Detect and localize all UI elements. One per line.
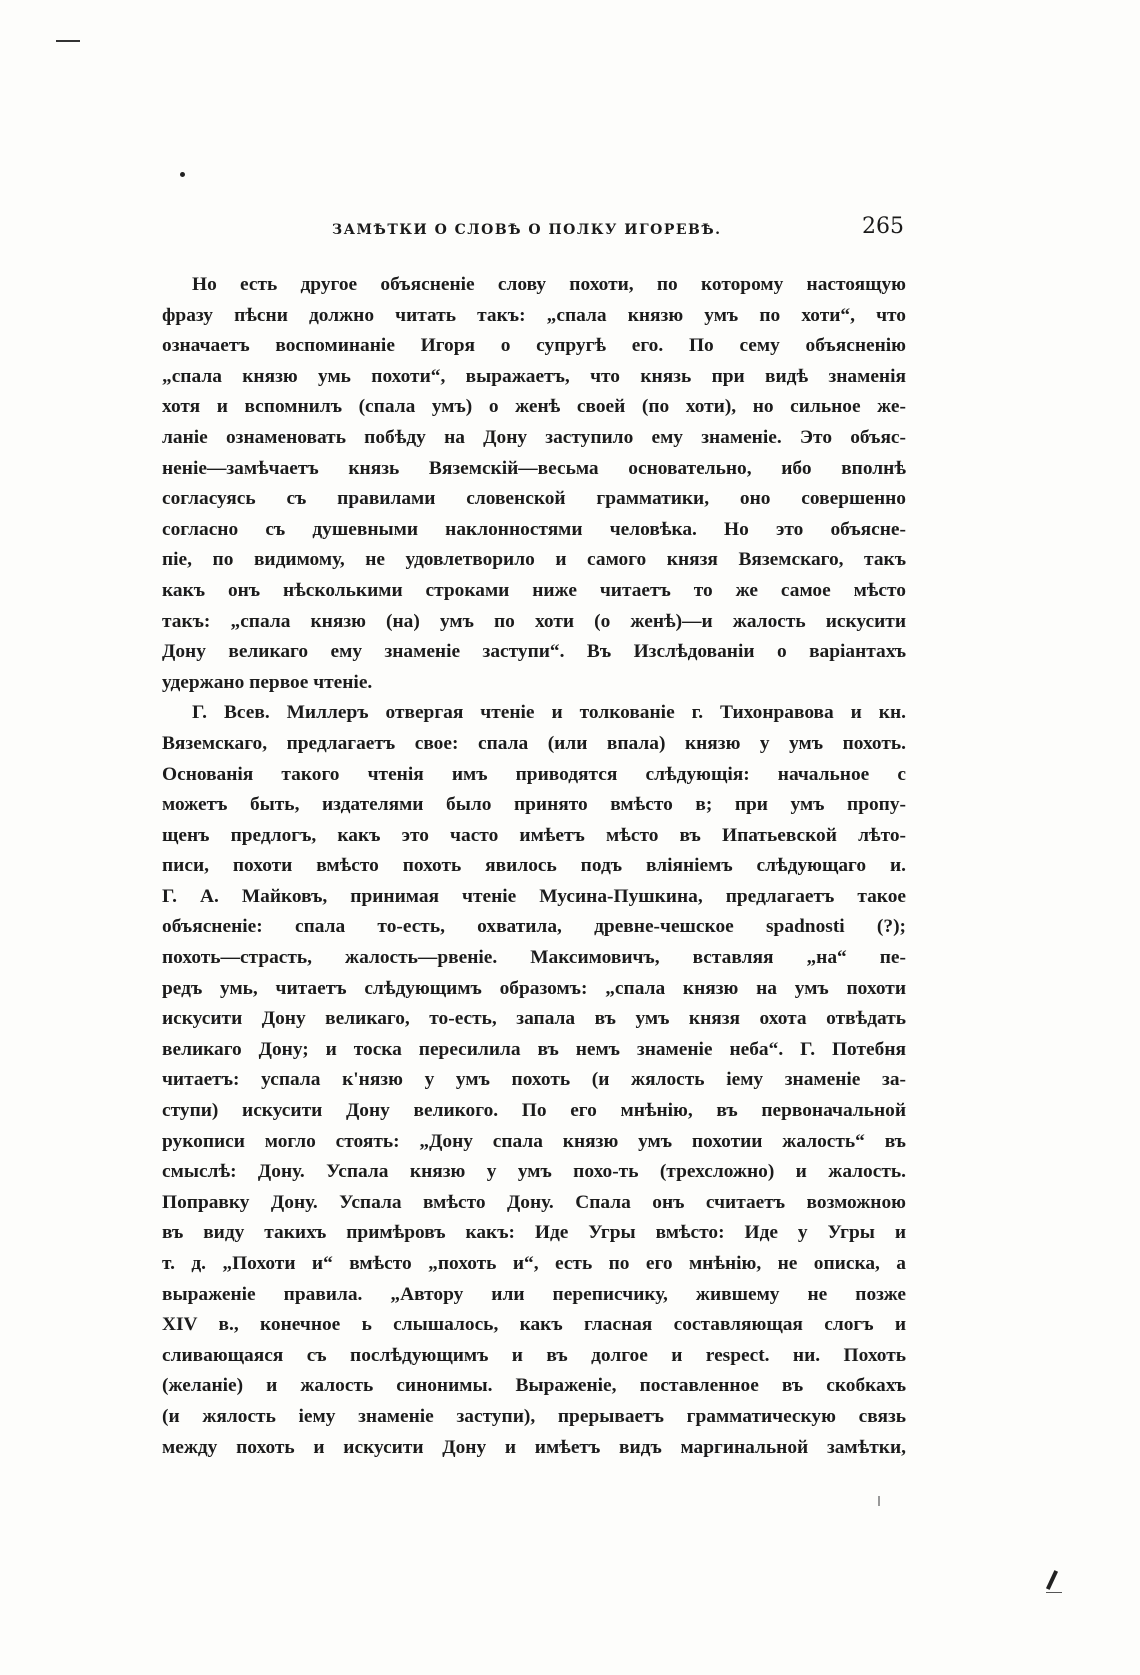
text-line: Г. А. Майковъ, принимая чтеніе Мусина-Пушкина, предлагаетъ такое — [162, 885, 906, 907]
text-line: неніе—замѣчаетъ князь Вяземскій—весьма основательно, ибо вполнѣ — [162, 457, 906, 479]
text-line: (и жялость іему знаменіе заступи), прерываетъ грамматическую связь — [162, 1405, 906, 1427]
text-line: „спала князю умь похоти“, выражаетъ, что князь при видѣ знаменія — [162, 365, 906, 387]
text-line: рукописи могло стоять: „Дону спала князю умъ похотии жалость“ въ — [162, 1130, 906, 1152]
text-line: Поправку Дону. Успала вмѣсто Дону. Спала онъ считаетъ возможною — [162, 1191, 906, 1213]
text-line: похоть—страсть, жалость—рвеніе. Максимовичъ, вставляя „на“ пе- — [162, 947, 906, 969]
text-line: великаго Дону; и тоска пересилила въ немъ знаменіе неба“. Г. Потебня — [162, 1038, 906, 1060]
text-line: Вяземскаго, предлагаетъ свое: спала (или впала) князю у умъ похоть. — [162, 732, 906, 754]
page-number: 265 — [862, 214, 904, 239]
text-line: т. д. „Похоти и“ вмѣсто „похоть и“, есть по его мнѣнію, не описка, а — [162, 1253, 906, 1274]
text-line: между похоть и искусити Дону и имѣетъ видъ маргинальной замѣтки, — [162, 1436, 906, 1458]
text-line: выраженіе правила. „Автору или переписчику, жившему не позже — [162, 1283, 906, 1305]
text-line: означаетъ воспоминаніе Игоря о супругѣ его. По сему объясненію — [162, 335, 906, 357]
text-line: Но есть другое объясненіе слову похоти, по которому настоящую — [192, 274, 906, 295]
scan-edge-mark — [56, 40, 80, 42]
text-line: хотя и вспомнилъ (спала умъ) о женѣ своей (по хоти), но сильное же- — [162, 396, 906, 418]
text-line: читаетъ: успала к'нязю у умъ похоть (и жялость іему знаменіе за- — [162, 1069, 906, 1091]
text-line: смыслѣ: Дону. Успала князю у умъ похо-ть (трехсложно) и жалость. — [162, 1161, 906, 1183]
body-text — [162, 270, 906, 1463]
ink-dot — [180, 172, 185, 177]
text-line: согласно съ душевными наклонностями человѣка. Но это объясне- — [162, 518, 906, 540]
margin-underline-mark — [1046, 1592, 1062, 1593]
text-line: сливающаяся съ послѣдующимъ и въ долгое и respect. ни. Похоть — [162, 1344, 906, 1366]
text-line: Г. Всев. Миллеръ отвергая чтеніе и толкованіе г. Тихонравова и кн. — [192, 702, 906, 724]
text-line: такъ: „спала князю (на) умъ по хоти (о женѣ)—и жалость искусити — [162, 610, 906, 632]
text-line: можетъ быть, издателями было принято вмѣсто в; при умъ пропу- — [162, 794, 906, 816]
running-header — [166, 214, 906, 248]
text-line: объясненіе: спала то-есть, охватила, древне-чешское spadnosti (?); — [162, 916, 906, 938]
ink-mark — [878, 1496, 880, 1506]
text-line: Дону великаго ему знаменіе заступи“. Въ Изслѣдованіи о варіантахъ — [162, 641, 906, 663]
text-line: согласуясь съ правилами словенской грамматики, оно совершенно — [162, 488, 906, 510]
text-line: какъ онъ нѣсколькими строками ниже читаетъ то же самое мѣсто — [162, 579, 906, 601]
text-line: щенъ предлогъ, какъ это часто имѣетъ мѣсто въ Ипатьевской лѣто- — [162, 824, 906, 846]
running-title: ЗАМѢТКИ О СЛОВѢ О ПОЛКУ ИГОРЕВѢ. — [332, 222, 722, 238]
margin-pencil-mark — [1046, 1570, 1058, 1590]
text-line: въ виду такихъ примѣровъ какъ: Иде Угры вмѣсто: Иде у Угры и — [162, 1222, 906, 1244]
text-line: (желаніе) и жалость синонимы. Выраженіе, поставленное въ скобкахъ — [162, 1375, 906, 1397]
text-line: піе, по видимому, не удовлетворило и самого князя Вяземскаго, такъ — [162, 549, 906, 571]
text-line: ланіе ознаменовать побѣду на Дону заступило ему знаменіе. Это объяс- — [162, 426, 906, 448]
text-line: Основанія такого чтенія имъ приводятся слѣдующія: начальное с — [162, 763, 906, 785]
text-line: XIV в., конечное ь слышалось, какъ гласная составляющая слогъ и — [162, 1314, 906, 1336]
text-line: редъ умь, читаетъ слѣдующимъ образомъ: „спала князю на умъ похоти — [162, 977, 906, 999]
text-line: ступи) искусити Дону великого. По его мнѣнію, въ первоначальной — [162, 1100, 906, 1122]
text-line: фразу пѣсни должно читать такъ: „спала князю умъ по хоти“, что — [162, 304, 906, 326]
text-line: удержано первое чтеніе. — [162, 671, 373, 693]
text-line: писи, похоти вмѣсто похоть явилось подъ вліяніемъ слѣдующаго и. — [162, 855, 906, 877]
text-line: искусити Дону великаго, то-есть, запала въ умъ князя охота отвѣдать — [162, 1008, 906, 1030]
